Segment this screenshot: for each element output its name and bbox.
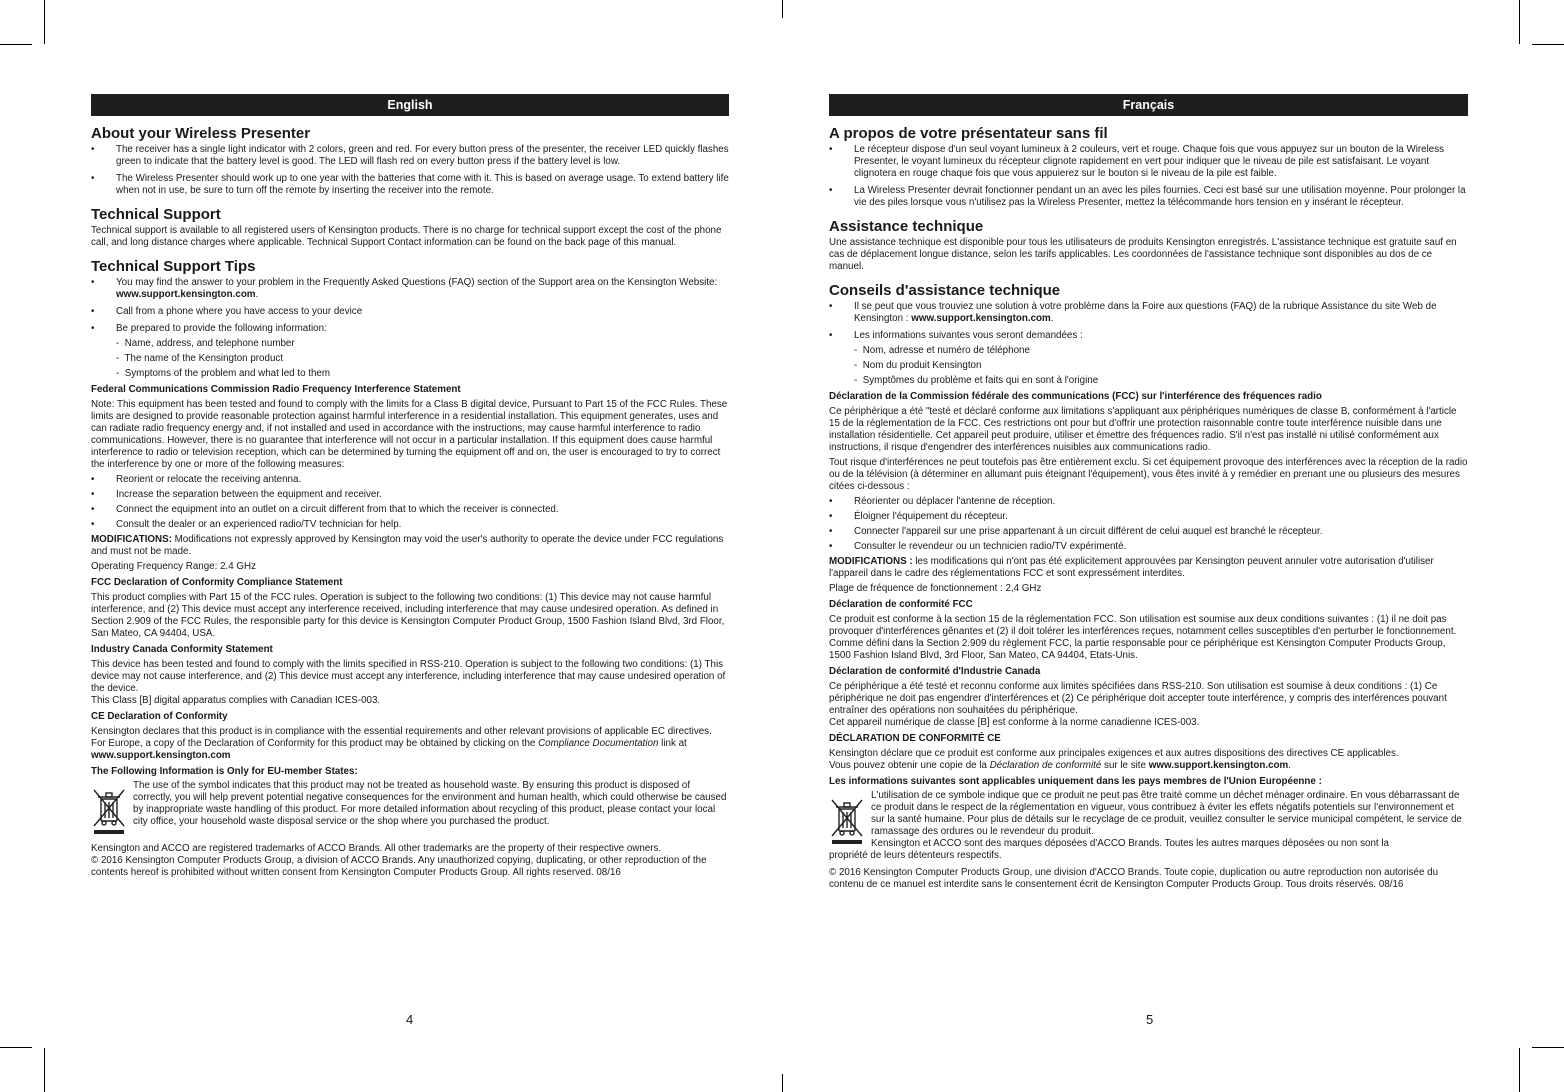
crop-mark: [0, 1047, 32, 1048]
modifications-body: les modifications qui n'ont pas été explicitement approuvées par Kensington peuvent annuler votre autorisation d'utiliser l'appareil dans le cadre des réglementations FCC et sont expressément interdites.: [829, 556, 1434, 579]
fcc-text: Note: This equipment has been tested and found to comply with the limits for a Class B digital device, Pursuant to Part 15 of the FCC Rules. These limits are designed to provide reasonable protection against harmful interference in a residential installation. This equipment generates, uses and can radiate radio frequency energy and, if not installed and used in accordance with the instructions, may cause harmful interference to radio communications. However, there is no guarantee that interference will not occur in a particular installation. If this equipment does cause harmful interference to radio or television reception, which can be determined by turning the equipment off and on, the user is encouraged to try to correct the interference by one or more of the following measures:: [91, 399, 728, 470]
section-heading-about: About your Wireless Presenter: [91, 125, 311, 142]
ic-text-2: Cet appareil numérique de classe [B] est conforme à la norme canadienne ICES-003.: [829, 717, 1200, 728]
crop-mark: [782, 0, 783, 18]
list-item: • Consulter le revendeur ou un technicien radio/TV expérimenté.: [829, 541, 1468, 553]
section-heading-tips: Conseils d'assistance technique: [829, 282, 1061, 299]
support-link[interactable]: www.support.kensington.com: [911, 313, 1051, 324]
list-item: - Symptômes du problème et faits qui en sont à l'origine: [854, 375, 1468, 387]
list-item: - Symptoms of the problem and what led to them: [116, 368, 729, 380]
modifications-label: MODIFICATIONS:: [91, 534, 172, 545]
ce-italic: Compliance Documentation: [538, 738, 659, 749]
crop-mark: [1532, 44, 1564, 45]
page-number: 5: [1146, 1012, 1154, 1027]
ce-mid: sur le site: [1101, 760, 1149, 771]
ic-text: Ce périphérique a été testé et reconnu conforme aux limites spécifiées dans RSS-210. Son utilisation est soumise à deux conditions : (1) Ce périphérique ne doit pas engendrer d'interférences et (2) Ce périphérique doit accepter toute interférence, y compris des interférences pouvant entraîner des opérations non souhaitées du périphérique.: [829, 681, 1447, 716]
list-item: • Éloigner l'équipement du récepteur.: [829, 511, 1468, 523]
ce-text: Kensington declares that this product is in compliance with the essential requirements and other relevant provisions of applicable EC directives.: [91, 726, 712, 737]
support-link[interactable]: www.support.kensington.com: [116, 289, 256, 300]
ic-heading: Déclaration de conformité d'Industrie Canada: [829, 666, 1041, 677]
ce-italic: Déclaration de conformité: [989, 760, 1102, 771]
list-item: - The name of the Kensington product: [116, 353, 729, 365]
support-text: Technical support is available to all registered users of Kensington products. There is no charge for technical support except the cost of the phone call, and long distance charges where applicable. Technical Support Contact information can be found on the back page of this manual.: [91, 225, 722, 248]
tips-text: Il se peut que vous trouviez une solution à votre problème dans la Foire aux questions (FAQ) de la rubrique Assistance du site Web de Kensington :: [854, 301, 1437, 324]
fcc-text: Ce périphérique a été "testé et déclaré conforme aux limitations s'appliquant aux périphériques numériques de classe B, conformément à l'article 15 de la réglementation de la FCC. Ces restrictions ont pour but d'offrir une protection raisonnable contre toute interférence nuisible dans une installation résidentielle. Cet appareil peut produire, utiliser et émettre des fréquences radio. S'il n'est pas installé ni utilisé conformément aux instructions, il risque d'engendrer des interférences nuisibles aux communications radio.: [829, 406, 1457, 453]
frequency-text: Plage de fréquence de fonctionnement : 2,4 GHz: [829, 583, 1042, 594]
copyright-text: © 2016 Kensington Computer Products Group, a division of ACCO Brands. Any unauthorized copying, duplicating, or other reproduction of the contents hereof is prohibited without written consent from Kensington Computer Products Group. All rights reserved. 08/16: [91, 855, 707, 878]
weee-text: [871, 790, 1468, 850]
info-list: [116, 338, 729, 380]
weee-bin-icon: [829, 790, 871, 850]
section-heading-support: Assistance technique: [829, 218, 984, 235]
crop-mark: [0, 44, 32, 45]
list-item: • Reorient or relocate the receiving antenna.: [91, 474, 729, 486]
doc-text: Ce produit est conforme à la section 15 de la réglementation FCC. Son utilisation est soumise aux deux conditions suivantes : (1) il ne doit pas provoquer d'interférences gênantes et (2) il doit tolérer les interférences reçues, notamment celles susceptibles d'en perturber le fonctionnement. Comme défini dans la Section 2.909 du règlement FCC, la partie responsable pour ce périphérique est Kensington Computer Products Group, 1500 Fashion Island Blvd, 3rd Floor, San Mateo, CA 94404, Etats-Unis.: [829, 614, 1457, 661]
doc-text: This product complies with Part 15 of the FCC rules. Operation is subject to the following two conditions: (1) This device may not cause harmful interference, and (2) This device must accept any interference received, including interference that may cause undesired operation. As defined in Section 2.909 of the FCC Rules, the responsible party for this device is Kensington Computer Product Group, 1500 Fashion Island Blvd, 3rd Floor, San Mateo, CA 94404, USA.: [91, 592, 725, 639]
eu-heading: Les informations suivantes sont applicables uniquement dans les pays membres de l'Union Européenne :: [829, 776, 1322, 787]
modifications-body: Modifications not expressly approved by Kensington may void the user's authority to operate the device under FCC regulations and must not be made.: [91, 534, 724, 557]
ce-mid: link at: [658, 738, 687, 749]
trademarks-cont: propriété de leurs détenteurs respectifs.: [829, 850, 1002, 861]
weee-block: [829, 790, 1468, 850]
list-item: • La Wireless Presenter devrait fonctionner pendant un an avec les piles fournies. Ceci est basé sur une utilisation moyenne. Pour prolonger la vie des piles lorsque vous n'utilisez pas la Wireless Presenter, mettez la télécommande hors tension en y insérant le récepteur.: [829, 185, 1468, 209]
frequency-text: Operating Frequency Range: 2.4 GHz: [91, 561, 257, 572]
list-item: [829, 301, 1468, 325]
list-item: - Nom du produit Kensington: [854, 360, 1468, 372]
fcc-text-2: Tout risque d'interférences ne peut toutefois pas être entièrement exclu. Si cet équipement provoque des interférences avec la réception de la radio ou de la télévision (à déterminer en allumant puis éteignant l'équipement), vous êtes invité à y remédier en prenant une ou plusieurs des mesures citées ci-dessous :: [829, 457, 1468, 492]
list-item: [91, 277, 729, 301]
info-list: [854, 345, 1468, 387]
punct: .: [255, 289, 259, 300]
crop-mark: [782, 1074, 783, 1092]
list-item: • Les informations suivantes vous seront demandées :: [829, 330, 1468, 342]
measures-list: [829, 496, 1468, 553]
ic-text-2: This Class [B] digital apparatus complies with Canadian ICES-003.: [91, 695, 381, 706]
doc-heading: FCC Declaration of Conformity Compliance Statement: [91, 577, 343, 588]
ic-text: This device has been tested and found to comply with the limits specified in RSS-210. Operation is subject to the following two conditions: (1) This device may not cause interference, and (2) This device must accept any interference, including interference that may cause undesired operation of the device.: [91, 659, 726, 694]
tips-list: [91, 277, 729, 335]
fcc-heading: Federal Communications Commission Radio Frequency Interference Statement: [91, 384, 461, 395]
ce-text: Kensington déclare que ce produit est conforme aux principales exigences et aux autres dispositions des directives CE applicables.: [829, 748, 1399, 759]
page-english: [91, 94, 729, 879]
section-heading-about: A propos de votre présentateur sans fil: [829, 125, 1108, 142]
fcc-heading: Déclaration de la Commission fédérale des communications (FCC) sur l'interférence des fréquences radio: [829, 391, 1322, 402]
weee-body: L'utilisation de ce symbole indique que ce produit ne peut pas être traité comme un déchet ménager ordinaire. En vous débarrassant de ce produit dans le respect de la réglementation en vigueur, vous contribuez à éviter les effets négatifs potentiels sur l'environnement et sur la santé humaine. Pour plus de détails sur le recyclage de ce produit, veuillez consulter le service municipal compétent, le service de ramassage des ordures ou le revendeur du produit.: [871, 790, 1462, 837]
crop-mark: [1519, 1048, 1520, 1092]
trademarks-text: Kensington et ACCO sont des marques déposées d'ACCO Brands. Toutes les autres marques déposées ou non sont la: [871, 838, 1389, 849]
crop-mark: [44, 0, 45, 44]
ce-heading: CE Declaration of Conformity: [91, 711, 228, 722]
section-heading-tips: Technical Support Tips: [91, 258, 256, 275]
weee-bin-icon: [91, 780, 133, 840]
tips-list: [829, 301, 1468, 342]
support-link[interactable]: www.support.kensington.com: [1148, 760, 1289, 771]
page-number: 4: [406, 1012, 414, 1027]
section-heading-support: Technical Support: [91, 206, 221, 223]
ic-heading: Industry Canada Conformity Statement: [91, 644, 273, 655]
trademarks-text: Kensington and ACCO are registered trademarks of ACCO Brands. All other trademarks are the property of their respective owners.: [91, 843, 662, 854]
doc-heading: Déclaration de conformité FCC: [829, 599, 973, 610]
list-item: • The receiver has a single light indicator with 2 colors, green and red. For every button press of the presenter, the receiver LED quickly flashes green to indicate that the battery level is good. The LED will flash red on every button press if the battery level is low.: [91, 144, 729, 168]
weee-block: [91, 780, 729, 840]
punct: .: [1288, 760, 1291, 771]
ce-heading: DÉCLARATION DE CONFORMITÉ CE: [829, 733, 1001, 744]
copyright-text: © 2016 Kensington Computer Products Group, une division d'ACCO Brands. Toute copie, duplication ou autre reproduction non autorisée du contenu de ce manuel est interdite sans le consentement écrit de Kensington Computer Products Group. Tous droits réservés. 08/16: [829, 867, 1439, 890]
punct: .: [1050, 313, 1054, 324]
weee-text: The use of the symbol indicates that this product may not be treated as household waste. By ensuring this product is disposed of correctly, you will help prevent potential negative consequences for the environment and human health, which could otherwise be caused by inappropriate waste handling of this product. For more detailed information about recycling of this product, please contact your local city office, your household waste disposal service or the shop where you purchased the product.: [133, 780, 727, 827]
list-item: - Nom, adresse et numéro de téléphone: [854, 345, 1468, 357]
crop-mark: [44, 1048, 45, 1092]
support-text: Une assistance technique est disponible pour tous les utilisateurs de produits Kensington enregistrés. L'assistance technique est gratuite sauf en cas de déplacement longue distance, selon les tarifs applicables. Les coordonnées de l'assistance technique sont disponibles au dos de ce manuel.: [829, 237, 1457, 272]
crop-mark: [1519, 0, 1520, 44]
list-item: • Connect the equipment into an outlet on a circuit different from that to which the receiver is connected.: [91, 504, 729, 516]
modifications-label: MODIFICATIONS :: [829, 556, 913, 567]
modifications-text: [829, 556, 1468, 580]
list-item: • Increase the separation between the equipment and receiver.: [91, 489, 729, 501]
support-link[interactable]: www.support.kensington.com: [91, 750, 231, 761]
tips-text: You may find the answer to your problem in the Frequently Asked Questions (FAQ) section of the Support area on the Kensington Website:: [116, 277, 718, 288]
about-list: [91, 144, 729, 197]
about-list: [829, 144, 1468, 209]
ce-body: For Europe, a copy of the Declaration of Conformity for this product may be obtained by clicking on the: [91, 738, 539, 749]
measures-list: [91, 474, 729, 531]
ce-text-2: [829, 760, 1468, 772]
ce-text-2: [91, 738, 729, 762]
list-item: • Réorienter ou déplacer l'antenne de réception.: [829, 496, 1468, 508]
language-header: English: [91, 94, 729, 116]
list-item: • Call from a phone where you have access to your device: [91, 306, 729, 318]
language-header: Français: [829, 94, 1468, 116]
list-item: • Be prepared to provide the following information:: [91, 323, 729, 335]
eu-heading: The Following Information is Only for EU-member States:: [91, 766, 358, 777]
list-item: - Name, address, and telephone number: [116, 338, 729, 350]
page-french: [829, 94, 1468, 891]
crop-mark: [1532, 1047, 1564, 1048]
ce-body: Vous pouvez obtenir une copie de la: [829, 760, 990, 771]
modifications-text: [91, 534, 729, 558]
list-item: • Le récepteur dispose d'un seul voyant lumineux à 2 couleurs, vert et rouge. Chaque fois que vous appuyez sur un bouton de la Wireless Presenter, le voyant lumineux du récepteur clignote rapidement en vert pour indiquer que le niveau de pile est satisfaisant. Le voyant clignotera en rouge chaque fois que vous appuierez sur le bouton si le niveau de la pile est faible.: [829, 144, 1468, 180]
list-item: • Consult the dealer or an experienced radio/TV technician for help.: [91, 519, 729, 531]
list-item: • The Wireless Presenter should work up to one year with the batteries that come with it. This is based on average usage. To extend battery life when not in use, be sure to turn off the remote by inserting the receiver into the remote.: [91, 173, 729, 197]
list-item: • Connecter l'appareil sur une prise appartenant à un circuit différent de celui auquel est branché le récepteur.: [829, 526, 1468, 538]
